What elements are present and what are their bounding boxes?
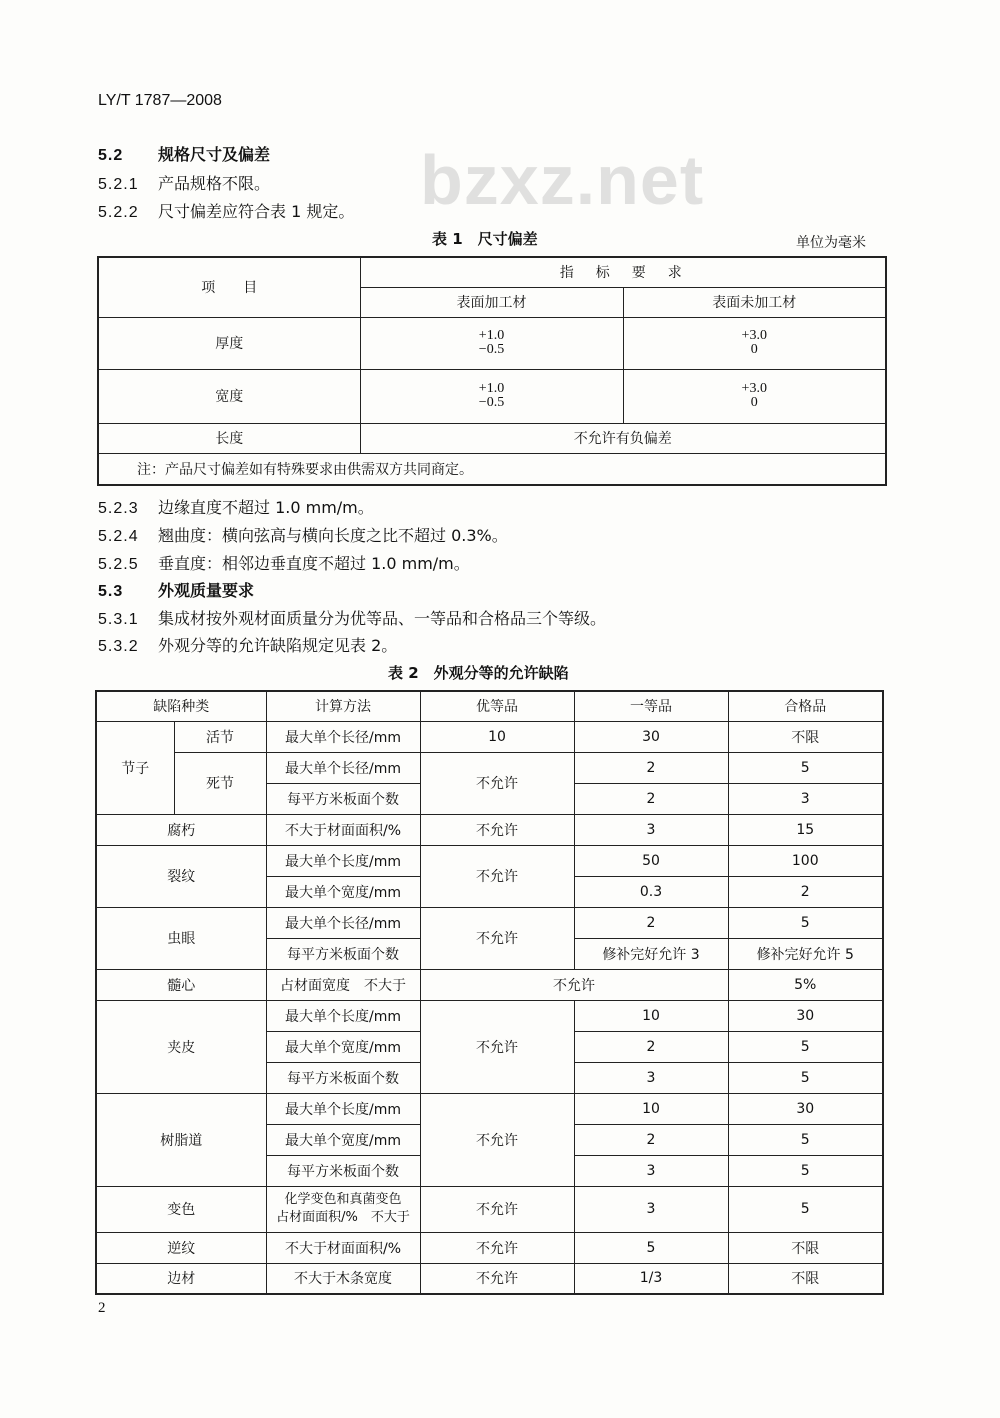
section-5-2-2: 5.2.2 尺寸偏差应符合表 1 规定。 — [98, 202, 355, 221]
table-row: 虫眼 最大单个长径/mm 不允许 2 5 — [96, 907, 883, 938]
table-row: 最大单个宽度/mm 2 5 — [96, 1124, 883, 1155]
table-row: 每平方米板面个数 3 5 — [96, 1062, 883, 1093]
section-5-3-1: 5.3.1 集成材按外观材面质量分为优等品、一等品和合格品三个等级。 — [98, 609, 607, 628]
table1-header-requirement: 指 标 要 求 — [360, 257, 886, 287]
table-row: 宽度 +1.0 −0.5 +3.0 0 — [98, 369, 886, 423]
table-row: 树脂道 最大单个长度/mm 不允许 10 30 — [96, 1093, 883, 1124]
table-row: 每平方米板面个数 修补完好允许 3 修补完好允许 5 — [96, 938, 883, 969]
table1-header-processed: 表面加工材 — [360, 287, 623, 317]
table2-header-row: 缺陷种类 计算方法 优等品 一等品 合格品 — [96, 691, 883, 721]
table-row: 夹皮 最大单个长度/mm 不允许 10 30 — [96, 1000, 883, 1031]
table-row: 厚度 +1.0 −0.5 +3.0 0 — [98, 317, 886, 369]
standard-header: LY/T 1787—2008 — [98, 92, 222, 109]
section-5-2-4: 5.2.4 翘曲度：横向弦高与横向长度之比不超过 0.3%。 — [98, 526, 508, 545]
watermark: bzxz.net — [420, 141, 705, 219]
table1-header-item: 项 目 — [98, 257, 360, 317]
section-5-3: 5.3 外观质量要求 — [98, 581, 255, 600]
table-row: 腐朽 不大于材面面积/% 不允许 3 15 — [96, 814, 883, 845]
section-5-2-3: 5.2.3 边缘直度不超过 1.0 mm/m。 — [98, 498, 374, 517]
table-dimension-deviation — [97, 256, 887, 486]
table-row: 节子 活节 最大单个长径/mm 10 30 不限 — [96, 721, 883, 752]
section-5-3-2: 5.3.2 外观分等的允许缺陷规定见表 2。 — [98, 636, 398, 655]
table-row: 每平方米板面个数 3 5 — [96, 1155, 883, 1186]
table1-note: 注：产品尺寸偏差如有特殊要求由供需双方共同商定。 — [98, 453, 886, 485]
table1-caption: 表 1 尺寸偏差 — [432, 230, 538, 248]
section-5-2: 5.2 规格尺寸及偏差 — [98, 145, 271, 164]
table-row: 每平方米板面个数 2 3 — [96, 783, 883, 814]
page-number: 2 — [98, 1300, 106, 1316]
table-row: 变色 化学变色和真菌变色 占材面面积/% 不大于 不允许 3 5 — [96, 1186, 883, 1232]
section-5-2-1: 5.2.1 产品规格不限。 — [98, 174, 271, 193]
section-5-2-5: 5.2.5 垂直度：相邻边垂直度不超过 1.0 mm/m。 — [98, 554, 470, 573]
table-row: 裂纹 最大单个长度/mm 不允许 50 100 — [96, 845, 883, 876]
table-row: 边材 不大于木条宽度 不允许 1/3 不限 — [96, 1263, 883, 1294]
table-appearance-defects — [95, 690, 884, 1295]
table-row: 死节 最大单个长径/mm 不允许 2 5 — [96, 752, 883, 783]
table1-unit: 单位为毫米 — [796, 235, 866, 251]
table2-caption: 表 2 外观分等的允许缺陷 — [388, 664, 569, 682]
table-row: 长度 不允许有负偏差 — [98, 423, 886, 453]
table1-header-unprocessed: 表面未加工材 — [623, 287, 886, 317]
table-row: 髓心 占材面宽度 不大于 不允许 5% — [96, 969, 883, 1000]
table-row: 逆纹 不大于材面面积/% 不允许 5 不限 — [96, 1232, 883, 1263]
table-row: 最大单个宽度/mm 0.3 2 — [96, 876, 883, 907]
table-row: 最大单个宽度/mm 2 5 — [96, 1031, 883, 1062]
